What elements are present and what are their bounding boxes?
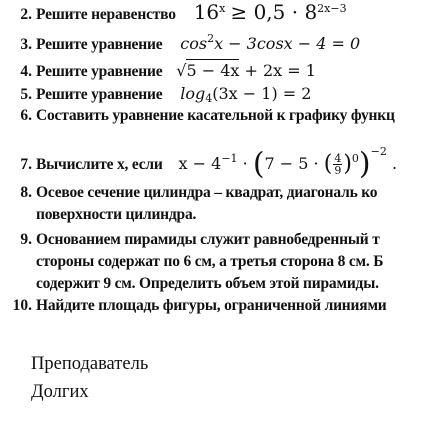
item-number: 9.	[20, 231, 32, 248]
log-equation-formula: $\log_4(3x - 1) = 2$	[180, 84, 312, 105]
item-number: 2.	[20, 6, 32, 23]
item-8	[0, 184, 377, 202]
item-text: Вычислите х, если	[36, 156, 163, 173]
item-text: Составить уравнение касательной к графику функц	[36, 107, 395, 124]
item-text: Основанием пирамиды служит равнобедренный т	[36, 231, 380, 248]
item-9	[0, 231, 380, 249]
item-number: 8.	[20, 184, 32, 201]
signature-role: Преподаватель	[31, 354, 149, 374]
item-text: Решите уравнение	[36, 63, 163, 80]
item-3	[0, 32, 361, 54]
compute-x-formula: $x - 4^{-1} \cdot (7 - 5$ · ( $\frac{4}{9}$ )$^0$)$^{-2}$ .	[178, 145, 398, 182]
item-number: 4.	[20, 63, 32, 80]
item-number: 6.	[20, 107, 32, 124]
item-8-continuation: поверхности цилиндра.	[36, 206, 197, 223]
item-10	[0, 297, 387, 315]
item-text: Осевое сечение цилиндра – квадрат, диагональ ко	[36, 184, 378, 201]
item-number: 5.	[20, 86, 32, 103]
item-7	[0, 145, 398, 182]
item-2	[0, 0, 347, 24]
item-number: 10.	[12, 297, 32, 314]
item-4	[0, 62, 316, 81]
item-text: Решите неравенство	[36, 6, 176, 23]
item-number: 3.	[20, 36, 32, 53]
signature-name: Долгих	[31, 382, 89, 402]
item-6	[0, 107, 395, 125]
item-text: Решите уравнение	[36, 86, 163, 103]
item-9-continuation: стороны содержат по 6 см, а третья сторона 8 см. Б	[36, 253, 384, 270]
item-5	[0, 85, 311, 104]
item-text: Решите уравнение	[36, 36, 163, 53]
radical-equation-formula: √5 − 4x + 2x = 1	[176, 61, 316, 80]
inequality-formula: $16^x \ge 0,5 \cdot 8^{2x-3}$	[193, 0, 347, 24]
item-number: 7.	[20, 156, 32, 173]
item-text: Найдите площадь фигуры, ограниченной линиями	[36, 297, 387, 314]
item-9-continuation-2: содержит 9 см. Определить объем этой пирамиды.	[36, 275, 379, 292]
cos-equation-formula: $\cos^2x - 3\cos x - 4 = 0$	[180, 32, 361, 53]
